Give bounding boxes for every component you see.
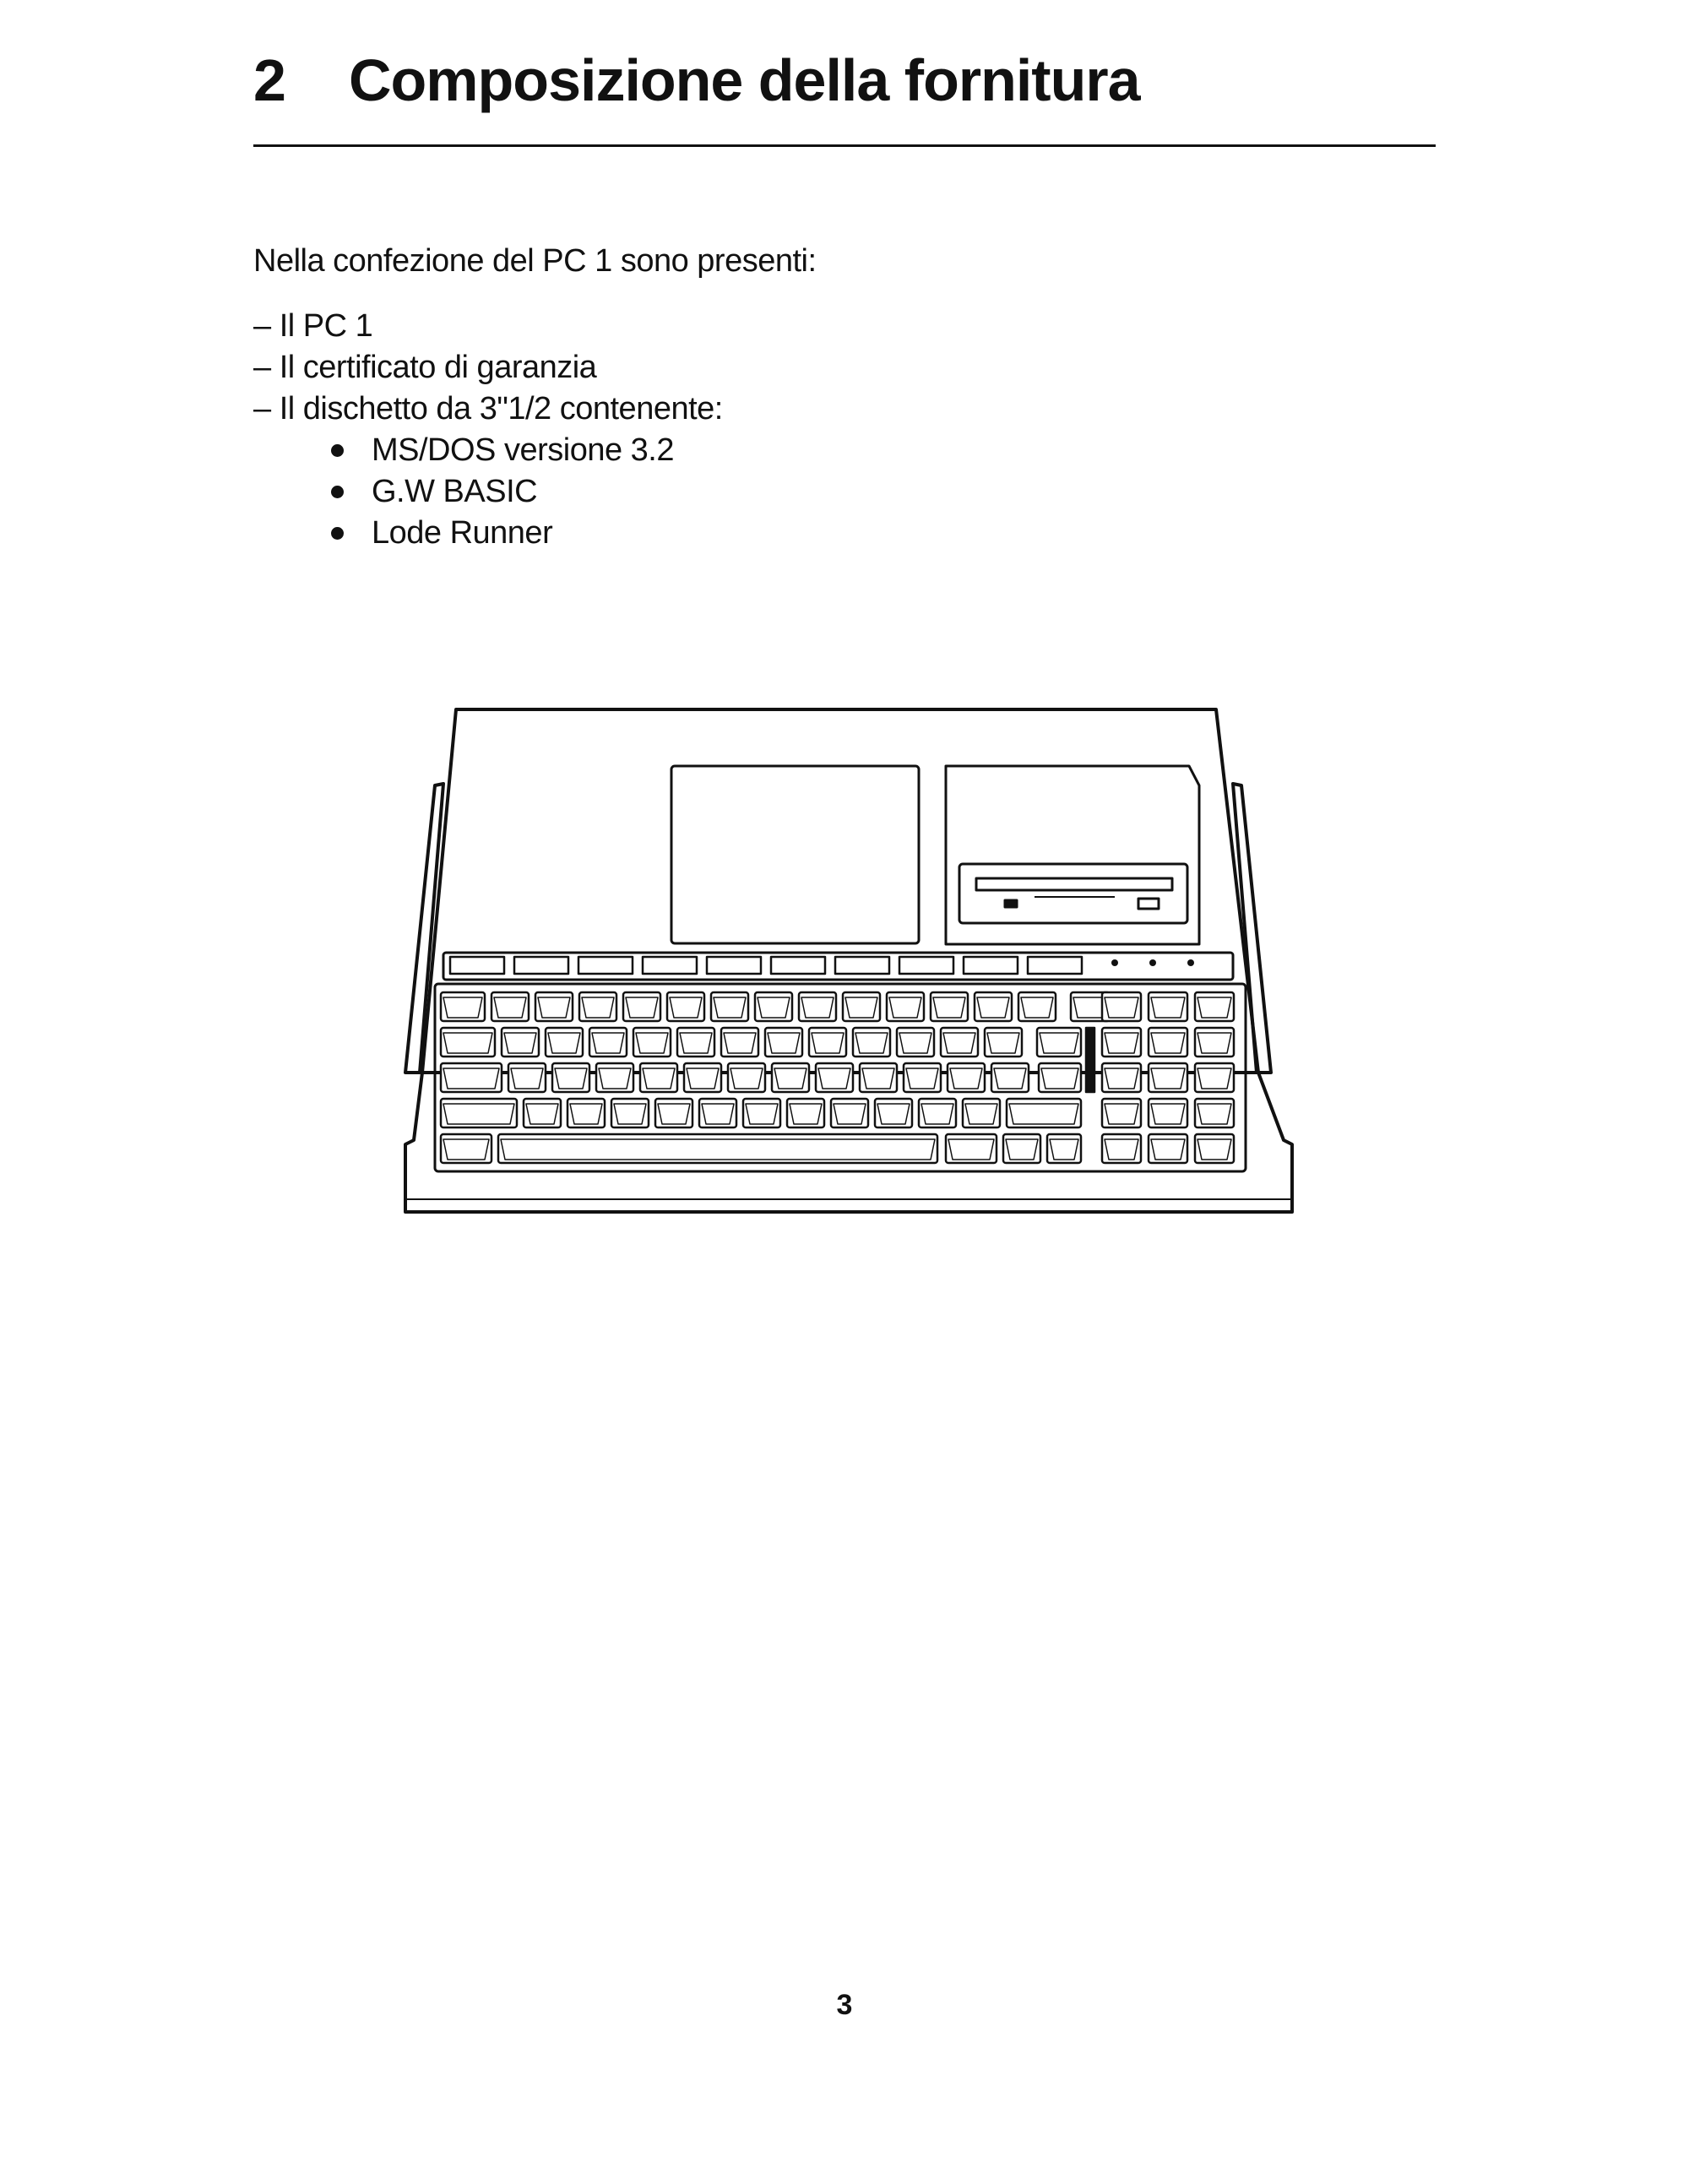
keyboard-key (816, 1063, 853, 1092)
left-handle (405, 784, 443, 1073)
intro-text: Nella confezione del PC 1 sono presenti: (253, 243, 817, 279)
list-item: – Il PC 1 (253, 308, 373, 344)
keyboard-key (946, 1134, 997, 1163)
keyboard-key (1102, 992, 1141, 1021)
keyboard-key (799, 992, 836, 1021)
list-item-diskette (253, 388, 723, 554)
keyboard-key (853, 1028, 890, 1057)
keyboard-key (633, 1028, 671, 1057)
chapter-title: Composizione della fornitura (349, 47, 1140, 113)
keyboard-key (963, 1099, 1000, 1127)
keyboard-key (1149, 1134, 1187, 1163)
keyboard-key (843, 992, 880, 1021)
keyboard-key (1149, 992, 1187, 1021)
keyboard-key (1102, 1099, 1141, 1127)
keyboard-key (1195, 1063, 1234, 1092)
diskette-contents-list (253, 430, 723, 554)
keyboard-key (1149, 1063, 1187, 1092)
keyboard-key (755, 992, 792, 1021)
keyboard-key (502, 1028, 539, 1057)
keyboard-key (623, 992, 660, 1021)
page-number: 3 (836, 1989, 853, 2021)
keyboard-key (975, 992, 1012, 1021)
keyboard-key (655, 1099, 692, 1127)
contents-list (253, 306, 723, 554)
keyboard-key (809, 1028, 846, 1057)
keyboard-key (552, 1063, 589, 1092)
keyboard-key (941, 1028, 978, 1057)
keyboard-key (787, 1099, 824, 1127)
keyboard-key (441, 1134, 491, 1163)
eject-button (1138, 899, 1159, 909)
keyboard-key (535, 992, 573, 1021)
keyboard-key (875, 1099, 912, 1127)
keyboard-keys (441, 992, 1234, 1163)
floppy-slot (976, 878, 1172, 890)
keyboard-key (728, 1063, 765, 1092)
keyboard-key (1195, 1134, 1234, 1163)
keyboard-key (441, 1063, 502, 1092)
keyboard-key (1003, 1134, 1040, 1163)
keyboard-key (948, 1063, 985, 1092)
keyboard-key (765, 1028, 802, 1057)
pc1-computer-illustration (388, 701, 1309, 1225)
floppy-drive (959, 864, 1187, 923)
keyboard-key (711, 992, 748, 1021)
list-item-label: – Il dischetto da 3"1/2 contenente: (253, 391, 723, 426)
keyboard-key (667, 992, 704, 1021)
heading-rule (253, 144, 1436, 147)
keyboard-key (887, 992, 924, 1021)
keyboard-key (1018, 992, 1056, 1021)
keyboard-key (640, 1063, 677, 1092)
keyboard-key (904, 1063, 941, 1092)
list-item: MS/DOS versione 3.2 (331, 430, 723, 471)
keyboard-key (919, 1099, 956, 1127)
keyboard-key (1102, 1028, 1141, 1057)
keyboard-key (1007, 1099, 1081, 1127)
keyboard-key (721, 1028, 758, 1057)
keyboard-key (589, 1028, 627, 1057)
left-panel (671, 766, 919, 943)
keyboard-key (524, 1099, 561, 1127)
keyboard-key (991, 1063, 1029, 1092)
keyboard-key (831, 1099, 868, 1127)
keyboard-key (684, 1063, 721, 1092)
list-item: – Il certificato di garanzia (253, 350, 597, 385)
keyboard-key (985, 1028, 1022, 1057)
keyboard-key (677, 1028, 714, 1057)
keyboard-key (579, 992, 616, 1021)
keyboard-key (1195, 992, 1234, 1021)
keyboard-key (1102, 1063, 1141, 1092)
keyboard-key (508, 1063, 546, 1092)
chapter-number: 2 (253, 47, 285, 113)
keyboard-key (897, 1028, 934, 1057)
function-keys (450, 957, 1082, 974)
keyboard-key (772, 1063, 809, 1092)
list-item: G.W BASIC (331, 471, 723, 513)
keyboard-key (1195, 1028, 1234, 1057)
indicator-leds (1111, 959, 1194, 966)
list-item: Lode Runner (331, 513, 723, 554)
keyboard-key (1086, 1028, 1094, 1092)
keyboard-key (546, 1028, 583, 1057)
keyboard-key (860, 1063, 897, 1092)
keyboard-key (931, 992, 968, 1021)
keyboard-key (568, 1099, 605, 1127)
keyboard-key (596, 1063, 633, 1092)
keyboard-key (498, 1134, 937, 1163)
keyboard-key (491, 992, 529, 1021)
keyboard-key (699, 1099, 736, 1127)
page-heading (253, 46, 1140, 114)
keyboard-key (1195, 1099, 1234, 1127)
keyboard-key (1149, 1099, 1187, 1127)
keyboard-key (1102, 1134, 1141, 1163)
keyboard-key (441, 1099, 517, 1127)
keyboard-key (441, 1028, 495, 1057)
drive-unit (946, 766, 1199, 944)
keyboard-key (743, 1099, 780, 1127)
keyboard-key (611, 1099, 649, 1127)
keyboard-key (1149, 1028, 1187, 1057)
drive-led (1005, 900, 1017, 907)
